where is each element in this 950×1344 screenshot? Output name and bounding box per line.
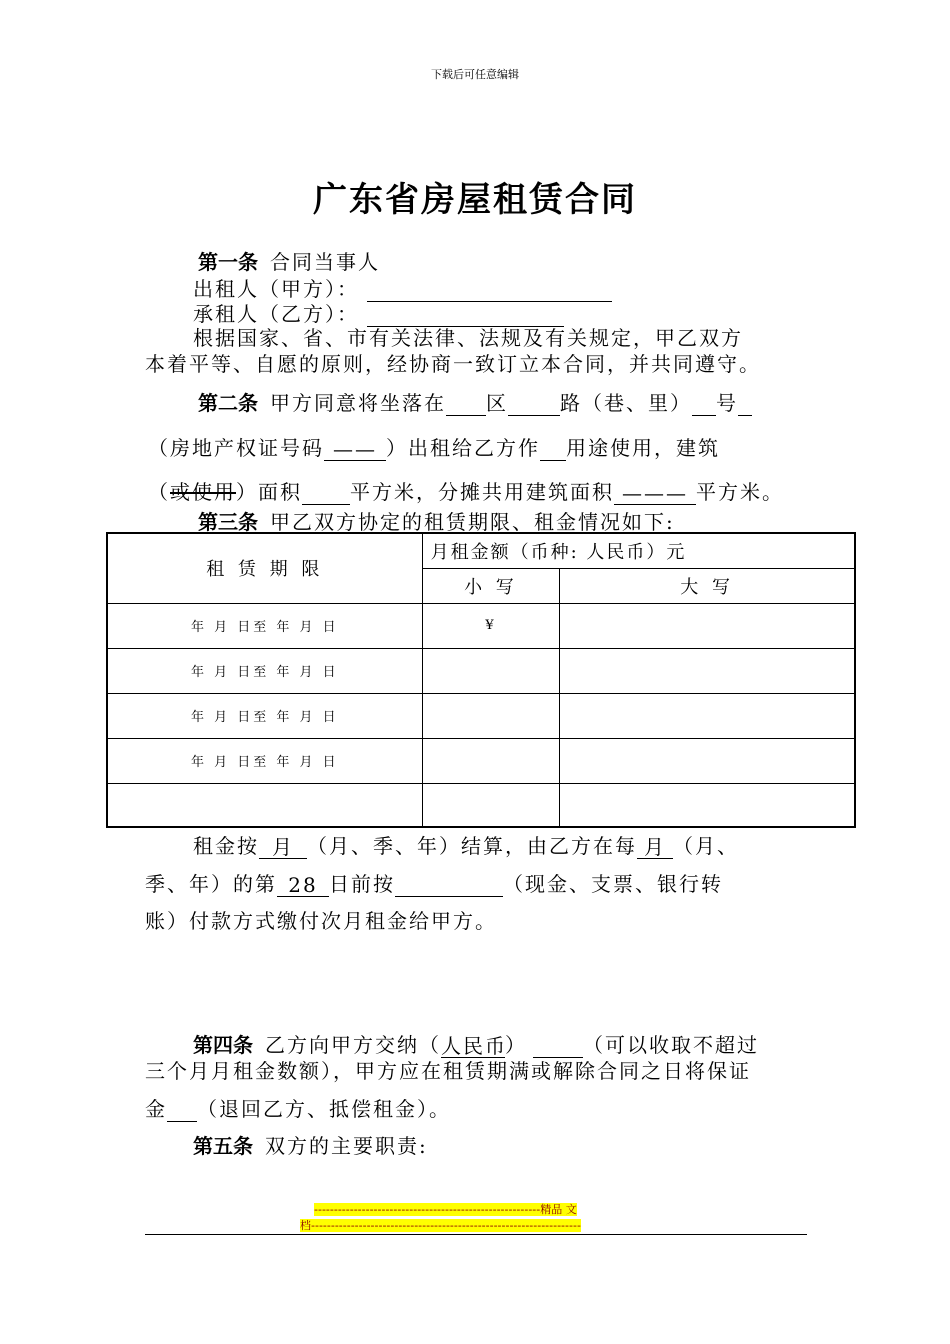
lessee-label: 承租人（乙方）： bbox=[193, 302, 359, 326]
big-amount-cell[interactable] bbox=[560, 783, 855, 827]
small-amount-cell[interactable] bbox=[422, 648, 560, 693]
small-amount-cell[interactable] bbox=[422, 783, 560, 827]
col-small-header: 小 写 bbox=[422, 568, 560, 603]
article-4-text-b: ） bbox=[505, 1033, 527, 1057]
article-4-heading: 第四条 bbox=[193, 1033, 253, 1057]
rent-table bbox=[106, 532, 856, 828]
number-blank[interactable] bbox=[692, 415, 716, 416]
article-4-text-a: 乙方向甲方交纳（ bbox=[265, 1033, 441, 1057]
payment-text-a: 租金按 bbox=[193, 834, 259, 858]
big-amount-cell[interactable] bbox=[560, 648, 855, 693]
payment-text-e: 日前按 bbox=[329, 872, 395, 896]
article-1-heading-line bbox=[198, 246, 380, 275]
small-amount-cell[interactable]: ¥ bbox=[422, 603, 560, 648]
article-4-line-3 bbox=[145, 1093, 451, 1122]
sqm-label: 平方米。 bbox=[696, 480, 784, 504]
small-amount-cell[interactable] bbox=[422, 693, 560, 738]
payment-text-b: （月、季、年）结算，由乙方在每 bbox=[307, 834, 637, 858]
road-blank[interactable] bbox=[508, 415, 560, 416]
pay-day-blank[interactable]: 28 bbox=[277, 874, 329, 897]
payment-line-3: 账）付款方式缴付次月租金给甲方。 bbox=[145, 909, 497, 933]
property-cert-label: （房地产权证号码 bbox=[148, 436, 324, 460]
shared-area-blank[interactable]: ——— bbox=[614, 482, 696, 505]
road-label: 路（巷、里） bbox=[560, 391, 692, 415]
header-note: 下载后可任意编辑 bbox=[431, 68, 519, 81]
col-period-header: 租 赁 期 限 bbox=[107, 533, 422, 603]
col-amount-header: 月租金额（币种: 人民币）元 bbox=[422, 533, 855, 568]
article-1-heading: 第一条 bbox=[198, 250, 258, 274]
table-row bbox=[107, 693, 855, 738]
deposit-currency-blank[interactable]: 人民币 bbox=[441, 1034, 507, 1058]
footer-divider bbox=[145, 1234, 807, 1235]
article-2-heading: 第二条 bbox=[198, 391, 258, 415]
article-2-text-b: ）出租给乙方作 bbox=[386, 436, 540, 460]
paren-open: （ bbox=[148, 480, 170, 504]
big-amount-cell[interactable] bbox=[560, 603, 855, 648]
small-amount-cell[interactable] bbox=[422, 738, 560, 783]
article-4-text-c: （可以收取不超过 bbox=[583, 1033, 759, 1057]
payment-line-1 bbox=[193, 830, 739, 859]
article-5-heading-line bbox=[193, 1130, 428, 1159]
period-cell[interactable]: 年 月 日至 年 月 日 bbox=[107, 648, 422, 693]
article-2-line-1 bbox=[198, 387, 752, 416]
article-3-heading: 第三条 bbox=[198, 510, 258, 534]
article-5-text: 双方的主要职责: bbox=[265, 1134, 428, 1158]
payment-text-c: （月、 bbox=[673, 834, 739, 858]
article-2-line-2 bbox=[148, 432, 720, 461]
article-2-text-a: 甲方同意将坐落在 bbox=[270, 391, 446, 415]
big-amount-cell[interactable] bbox=[560, 738, 855, 783]
big-amount-cell[interactable] bbox=[560, 693, 855, 738]
period-cell[interactable]: 年 月 日至 年 月 日 bbox=[107, 738, 422, 783]
usage-blank[interactable] bbox=[540, 460, 566, 461]
article-5-heading: 第五条 bbox=[193, 1134, 253, 1158]
payment-text-d: 季、年）的第 bbox=[145, 872, 277, 896]
table-row bbox=[107, 783, 855, 827]
footer-watermark-line-2 bbox=[300, 1218, 650, 1233]
pay-cycle-blank[interactable]: 月 bbox=[637, 836, 673, 859]
footer-watermark-line-1 bbox=[300, 1202, 650, 1217]
contract-title: 广东省房屋租赁合同 bbox=[313, 180, 637, 220]
settle-unit-blank[interactable]: 月 bbox=[259, 836, 307, 859]
period-cell[interactable]: 年 月 日至 年 月 日 bbox=[107, 603, 422, 648]
article-1-para-1: 根据国家、省、市有关法律、法规及有关规定，甲乙双方 bbox=[193, 326, 743, 350]
deposit-return-blank[interactable] bbox=[167, 1121, 197, 1122]
payment-line-2 bbox=[145, 868, 723, 897]
struck-text: 或使用 bbox=[170, 480, 236, 504]
payment-text-f: （现金、支票、银行转 bbox=[503, 872, 723, 896]
col-big-header: 大 写 bbox=[560, 568, 855, 603]
table-row bbox=[107, 738, 855, 783]
article-3-heading-line bbox=[198, 506, 675, 535]
article-2-text-c: 用途使用，建筑 bbox=[566, 436, 720, 460]
area-label: ）面积 bbox=[236, 480, 302, 504]
article-1-para-2: 本着平等、自愿的原则，经协商一致订立本合同，并共同遵守。 bbox=[145, 352, 761, 376]
article-1-text: 合同当事人 bbox=[270, 250, 380, 274]
period-cell[interactable]: 年 月 日至 年 月 日 bbox=[107, 693, 422, 738]
article-4-line-2: 三个月月租金数额），甲方应在租赁期满或解除合同之日将保证 bbox=[145, 1059, 751, 1083]
area-blank[interactable] bbox=[302, 504, 350, 505]
article-4-line-1 bbox=[193, 1029, 759, 1058]
property-cert-blank[interactable]: —— bbox=[324, 438, 386, 461]
pay-method-blank[interactable] bbox=[395, 896, 503, 897]
table-row bbox=[107, 603, 855, 648]
district-blank[interactable] bbox=[446, 415, 486, 416]
number-tail-blank[interactable] bbox=[738, 415, 752, 416]
number-label: 号 bbox=[716, 391, 738, 415]
article-4-text-e: （退回乙方、抵偿租金）。 bbox=[197, 1097, 451, 1121]
table-row bbox=[107, 648, 855, 693]
lessor-label: 出租人（甲方）： bbox=[193, 277, 359, 301]
article-3-text: 甲乙双方协定的租赁期限、租金情况如下: bbox=[270, 510, 675, 534]
article-4-text-d: 金 bbox=[145, 1097, 167, 1121]
shared-area-label: 平方米，分摊共用建筑面积 bbox=[350, 480, 614, 504]
article-2-line-3 bbox=[148, 476, 784, 505]
footer-mark-text-2: 档-------------------------------------------------------------------- bbox=[300, 1219, 581, 1232]
period-cell[interactable] bbox=[107, 783, 422, 827]
footer-mark-text-1: ---------------------------------------------------------精品 文 bbox=[314, 1203, 577, 1216]
district-label: 区 bbox=[486, 391, 508, 415]
